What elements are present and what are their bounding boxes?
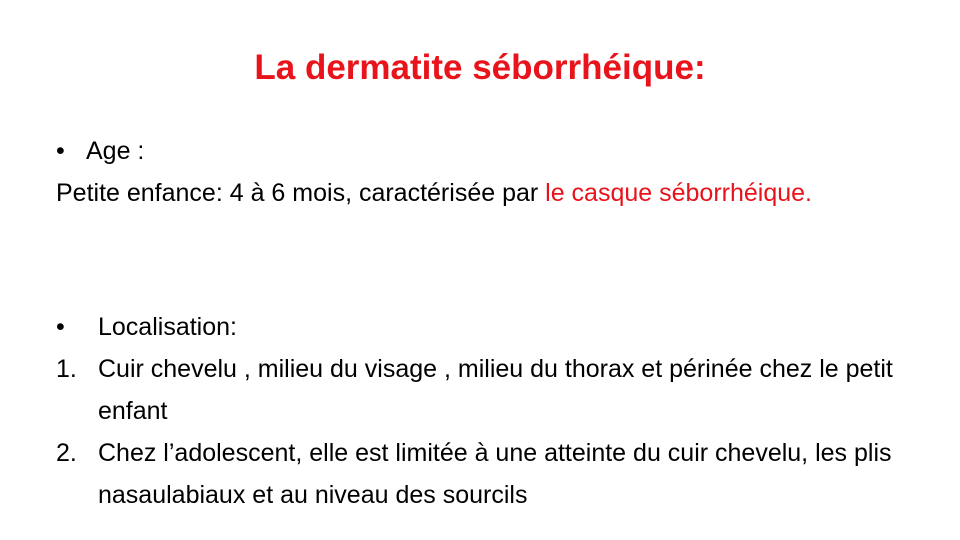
list-item-text: Chez l’adolescent, elle est limitée à une atteinte du cuir chevelu, les plis nasaulabiaux et au niveau des sourcils (98, 439, 892, 509)
localisation-section (56, 306, 916, 516)
age-description (56, 172, 916, 214)
age-description-text: Petite enfance: 4 à 6 mois, caractérisée par (56, 179, 546, 207)
age-section (56, 130, 916, 214)
age-bullet-line (56, 130, 916, 172)
list-number: 2. (56, 439, 77, 467)
age-description-highlight: le casque séborrhéique. (545, 179, 813, 207)
list-item (56, 348, 916, 432)
list-item (56, 432, 916, 516)
localisation-label: Localisation: (98, 313, 237, 341)
bullet-icon: • (56, 313, 65, 341)
age-label: Age : (86, 137, 145, 165)
localisation-bullet-line (56, 306, 916, 348)
list-number: 1. (56, 355, 77, 383)
bullet-icon: • (56, 137, 65, 165)
list-item-text: Cuir chevelu , milieu du visage , milieu du thorax et périnée chez le petit enfant (98, 355, 893, 425)
slide-title: La dermatite séborrhéique: (254, 48, 706, 87)
